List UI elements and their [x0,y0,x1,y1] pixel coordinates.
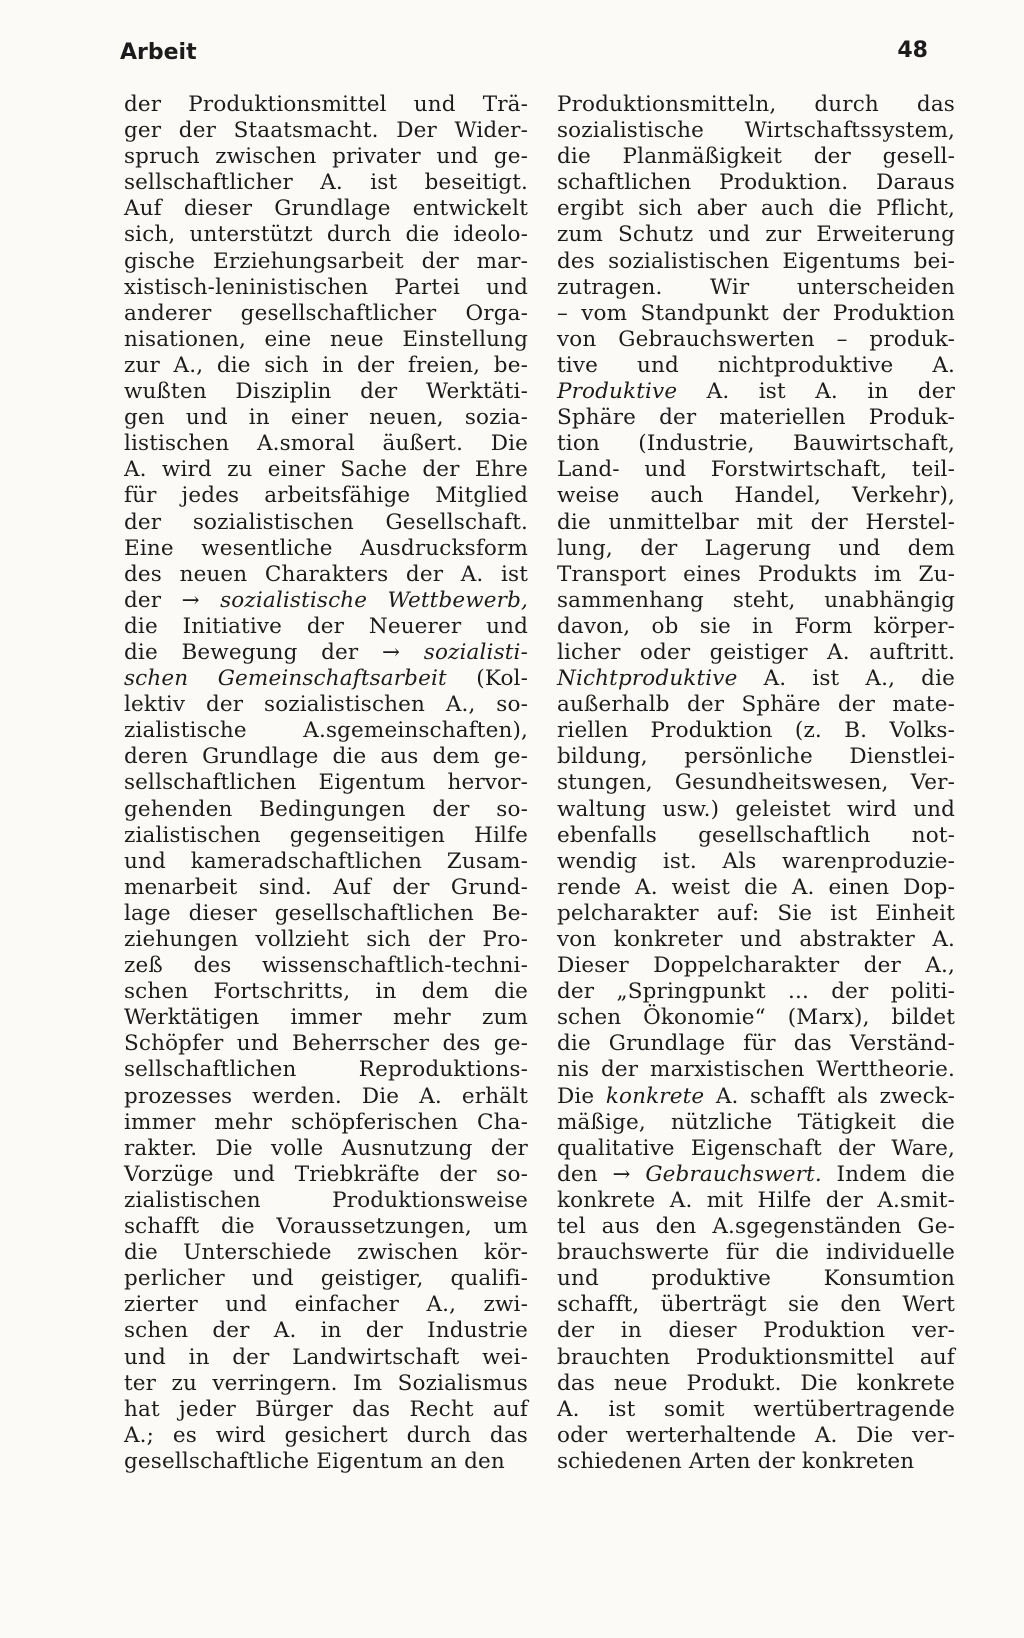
italic-term: sozialisti- [423,639,528,665]
text-run: zialistischen Produktionsweise [124,1187,528,1213]
italic-term: konkrete [605,1083,705,1109]
text-run: von konkreter und abstrakter A. [557,927,955,952]
running-headword: Arbeit [120,40,197,65]
text-run: des neuen Charakters der A. ist [124,561,528,587]
text-line [557,588,955,614]
text-run: die Initiative der Neuerer und [124,613,528,639]
text-line [124,353,528,379]
text-line [124,405,528,431]
text-run: perlicher und geistiger, qualifi- [124,1266,528,1292]
text-line [557,692,955,718]
text-line [557,1057,955,1083]
text-line [124,1423,528,1449]
text-line [124,222,528,248]
text-run: xistisch-leninistischen Partei und [124,274,528,300]
text-run: sich, unterstützt durch die ideolo- [124,222,528,248]
text-line [124,744,528,770]
text-run: Sphäre der materiellen Produk- [557,405,955,431]
text-run: zum Schutz und zur Erweiterung [557,222,955,248]
text-run: ter zu verringern. Im Sozialismus [124,1370,528,1396]
text-run: riellen Produktion (z. B. Volks- [557,718,955,744]
text-line [557,249,955,275]
text-run: gen und in einer neuen, sozia- [124,405,528,431]
text-line [557,927,955,953]
text-line [124,457,528,483]
text-line [124,431,528,457]
text-run: A. ist somit wertübertragende [557,1396,955,1422]
text-run: listischen A.smoral äußert. Die [124,431,528,457]
text-run: schiedenen Arten der konkreten [557,1448,915,1474]
text-run: zierter und einfacher A., zwi- [124,1292,528,1318]
text-run: den → [557,1161,646,1187]
text-run: von Gebrauchswerten – produk- [557,326,955,352]
text-line [124,1057,528,1083]
text-line [557,1136,955,1162]
text-run: brauchswerte für die individuelle [557,1240,955,1266]
text-line [557,1084,955,1110]
text-run: A.; es wird gesichert durch das [124,1422,528,1448]
text-line [124,770,528,796]
text-run: schen der A. in der Industrie [124,1318,528,1344]
text-run: prozesses werden. Die A. erhält [124,1083,528,1109]
text-run: das neue Produkt. Die konkrete [557,1370,955,1396]
text-run: gische Erziehungsarbeit der mar- [124,248,528,274]
text-line [124,901,528,927]
text-run: der → [124,587,221,613]
text-run: ebenfalls gesellschaftlich not- [557,822,955,848]
text-run: – vom Standpunkt der Produktion [557,300,955,326]
text-run: spruch zwischen privater und ge- [124,144,528,170]
page-number: 48 [897,38,928,63]
text-run: Eine wesentliche Ausdrucksform [124,535,528,561]
text-line [557,1266,955,1292]
text-line [557,640,955,666]
text-line [557,823,955,849]
text-line [124,797,528,823]
text-line [557,1240,955,1266]
text-column-right [557,92,955,1475]
text-run: rende A. weist die A. einen Dop- [557,874,955,900]
text-run: zeß des wissenschaftlich-techni- [124,953,528,979]
text-run: der sozialistischen Gesellschaft. [124,509,528,535]
text-line [124,1110,528,1136]
text-line [557,1031,955,1057]
text-run: ergibt sich aber auch die Pflicht, [557,196,955,222]
text-run: weise auch Handel, Verkehr), [557,483,955,509]
italic-term: sozialistische Wettbewerb, [220,587,528,613]
text-line [124,483,528,509]
text-line [124,144,528,170]
text-run: sellschaftlichen Eigentum hervor- [124,770,528,796]
text-line [557,770,955,796]
text-run: Schöpfer und Beherrscher des ge- [124,1031,528,1057]
text-run: zur A., die sich in der freien, be- [124,352,528,378]
text-line [124,379,528,405]
text-line [557,379,955,405]
text-run: ger der Staatsmacht. Der Wider- [124,118,528,144]
text-line [557,483,955,509]
text-line [124,1292,528,1318]
text-line [124,1397,528,1423]
text-run: immer mehr schöpferischen Cha- [124,1109,528,1135]
text-run: A. wird zu einer Sache der Ehre [124,457,528,483]
text-line [124,92,528,118]
text-line [557,431,955,457]
text-run: zutragen. Wir unterscheiden [557,274,955,300]
text-run: pelcharakter auf: Sie ist Einheit [557,900,955,926]
text-line [557,170,955,196]
text-run: für jedes arbeitsfähige Mitglied [124,483,528,509]
text-line [124,849,528,875]
text-run: wendig ist. Als warenproduzie- [557,848,955,874]
text-run: A. schafft als zweck- [704,1083,955,1109]
text-line [557,118,955,144]
text-column-left [124,92,528,1475]
text-run: schen Ökonomie“ (Marx), bildet [557,1005,955,1031]
text-run: waltung usw.) geleistet wird und [557,796,955,822]
text-line [124,301,528,327]
text-line [124,614,528,640]
text-run: lung, der Lagerung und dem [557,535,955,561]
text-run: stungen, Gesundheitswesen, Ver- [557,770,955,796]
text-run: schen Fortschritts, in dem die [124,979,528,1005]
italic-term: Produktive [557,379,678,405]
text-line [124,249,528,275]
text-line [124,979,528,1005]
text-run: tive und nichtproduktive A. [557,352,955,378]
text-line [557,1318,955,1344]
text-run: sozialistische Wirtschaftssystem, [557,118,955,144]
text-line [124,692,528,718]
text-line [124,1214,528,1240]
text-run: Werktätigen immer mehr zum [124,1005,528,1031]
text-run: A. ist A., die [737,666,955,692]
text-run: die Bewegung der → [124,639,424,665]
text-run: nisationen, eine neue Einstellung [124,326,528,352]
text-run: und in der Landwirtschaft wei- [124,1344,528,1370]
text-run: zialistischen gegenseitigen Hilfe [124,822,528,848]
text-run: rakter. Die volle Ausnutzung der [124,1135,528,1161]
text-line [124,823,528,849]
text-run: gehenden Bedingungen der so- [124,796,528,822]
text-line [557,1449,955,1475]
text-run: (Kol- [446,666,528,692]
text-run: konkrete A. mit Hilfe der A.smit- [557,1187,955,1213]
text-line [557,718,955,744]
text-run: menarbeit sind. Auf der Grund- [124,874,528,900]
text-line [557,875,955,901]
text-line [557,1397,955,1423]
text-line [124,118,528,144]
text-run: wußten Disziplin der Werktäti- [124,379,528,405]
text-run: hat jeder Bürger das Recht auf [124,1396,528,1422]
text-run: Auf dieser Grundlage entwickelt [124,196,528,222]
text-line [124,1005,528,1031]
text-run: schaftlichen Produktion. Daraus [557,170,955,196]
text-line [124,536,528,562]
text-line [557,1423,955,1449]
text-run: außerhalb der Sphäre der mate- [557,692,955,718]
text-run: lage dieser gesellschaftlichen Be- [124,900,528,926]
text-run: die Grundlage für das Verständ- [557,1031,955,1057]
text-run: mäßige, nützliche Tätigkeit die [557,1109,955,1135]
text-line [557,353,955,379]
text-line [557,562,955,588]
text-line [557,222,955,248]
text-line [557,405,955,431]
text-run: Die [557,1083,606,1109]
italic-term: Gebrauchswert. [645,1161,822,1187]
text-line [557,92,955,118]
text-run: ziehungen vollzieht sich der Pro- [124,927,528,952]
text-run: sellschaftlicher A. ist beseitigt. [124,170,528,196]
text-line [124,196,528,222]
text-line [124,275,528,301]
text-line [124,1084,528,1110]
text-line [124,1449,528,1475]
text-run: der Produktionsmittel und Trä- [124,92,528,117]
text-run: anderer gesellschaftlicher Orga- [124,300,528,326]
text-line [124,588,528,614]
text-run: oder werterhaltende A. Die ver- [557,1422,955,1448]
text-run: qualitative Eigenschaft der Ware, [557,1135,955,1161]
text-line [557,797,955,823]
text-line [124,1345,528,1371]
text-run: deren Grundlage die aus dem ge- [124,744,528,770]
text-line [124,666,528,692]
text-run: die Unterschiede zwischen kör- [124,1240,528,1266]
text-line [124,1031,528,1057]
text-line [557,457,955,483]
text-line [124,562,528,588]
text-line [124,1188,528,1214]
text-run: die Planmäßigkeit der gesell- [557,144,955,170]
text-line [557,1292,955,1318]
text-line [124,1162,528,1188]
text-line [557,1188,955,1214]
text-run: des sozialistischen Eigentums bei- [557,248,955,274]
text-run: Land- und Forstwirtschaft, teil- [557,457,955,483]
text-run: gesellschaftliche Eigentum an den [124,1448,505,1474]
text-line [124,1318,528,1344]
text-run: sammenhang steht, unabhängig [557,587,955,613]
text-line [124,640,528,666]
text-line [557,979,955,1005]
text-line [557,144,955,170]
text-line [557,849,955,875]
text-line [124,1266,528,1292]
text-line [124,1136,528,1162]
text-line [124,953,528,979]
text-line [557,327,955,353]
text-run: tel aus den A.sgegenständen Ge- [557,1214,955,1240]
text-line [557,744,955,770]
text-line [557,953,955,979]
text-line [557,1214,955,1240]
text-line [557,301,955,327]
text-run: Vorzüge und Triebkräfte der so- [124,1161,528,1187]
text-run: und produktive Konsumtion [557,1266,955,1292]
text-run: der in dieser Produktion ver- [557,1318,955,1344]
italic-term: schen Gemeinschaftsarbeit [124,666,447,692]
text-line [557,1371,955,1397]
text-run: die unmittelbar mit der Herstel- [557,509,955,535]
text-line [124,1240,528,1266]
italic-term: Nichtproduktive [557,666,738,692]
text-line [124,170,528,196]
text-line [557,1005,955,1031]
text-run: Dieser Doppelcharakter der A., [557,953,955,979]
text-line [557,614,955,640]
text-run: schafft die Voraussetzungen, um [124,1214,528,1240]
text-run: licher oder geistiger A. auftritt. [557,639,955,665]
text-line [557,196,955,222]
text-line [124,927,528,953]
text-run: bildung, persönliche Dienstlei- [557,744,955,770]
text-run: zialistische A.sgemeinschaften), [124,718,528,744]
text-line [557,1110,955,1136]
text-run: davon, ob sie in Form körper- [557,613,955,639]
text-line [557,536,955,562]
text-run: lektiv der sozialistischen A., so- [124,692,528,718]
text-run: schafft, überträgt sie den Wert [557,1292,955,1318]
text-line [557,1345,955,1371]
text-line [124,327,528,353]
text-line [124,875,528,901]
text-line [557,510,955,536]
text-line [557,901,955,927]
text-line [124,1371,528,1397]
text-run: A. ist A. in der [677,379,955,405]
text-line [557,1162,955,1188]
text-run: und kameradschaftlichen Zusam- [124,848,528,874]
text-run: der „Springpunkt ... der politi- [557,979,955,1005]
text-line [124,510,528,536]
text-run: tion (Industrie, Bauwirtschaft, [557,431,955,457]
text-line [124,718,528,744]
text-run: nis der marxistischen Werttheorie. [557,1057,955,1083]
text-run: sellschaftlichen Reproduktions- [124,1057,528,1083]
text-line [557,275,955,301]
text-run: Indem die [821,1161,955,1187]
text-run: brauchten Produktionsmittel auf [557,1344,955,1370]
text-run: Produktionsmitteln, durch das [557,92,955,117]
text-run: Transport eines Produkts im Zu- [557,561,955,587]
text-line [557,666,955,692]
